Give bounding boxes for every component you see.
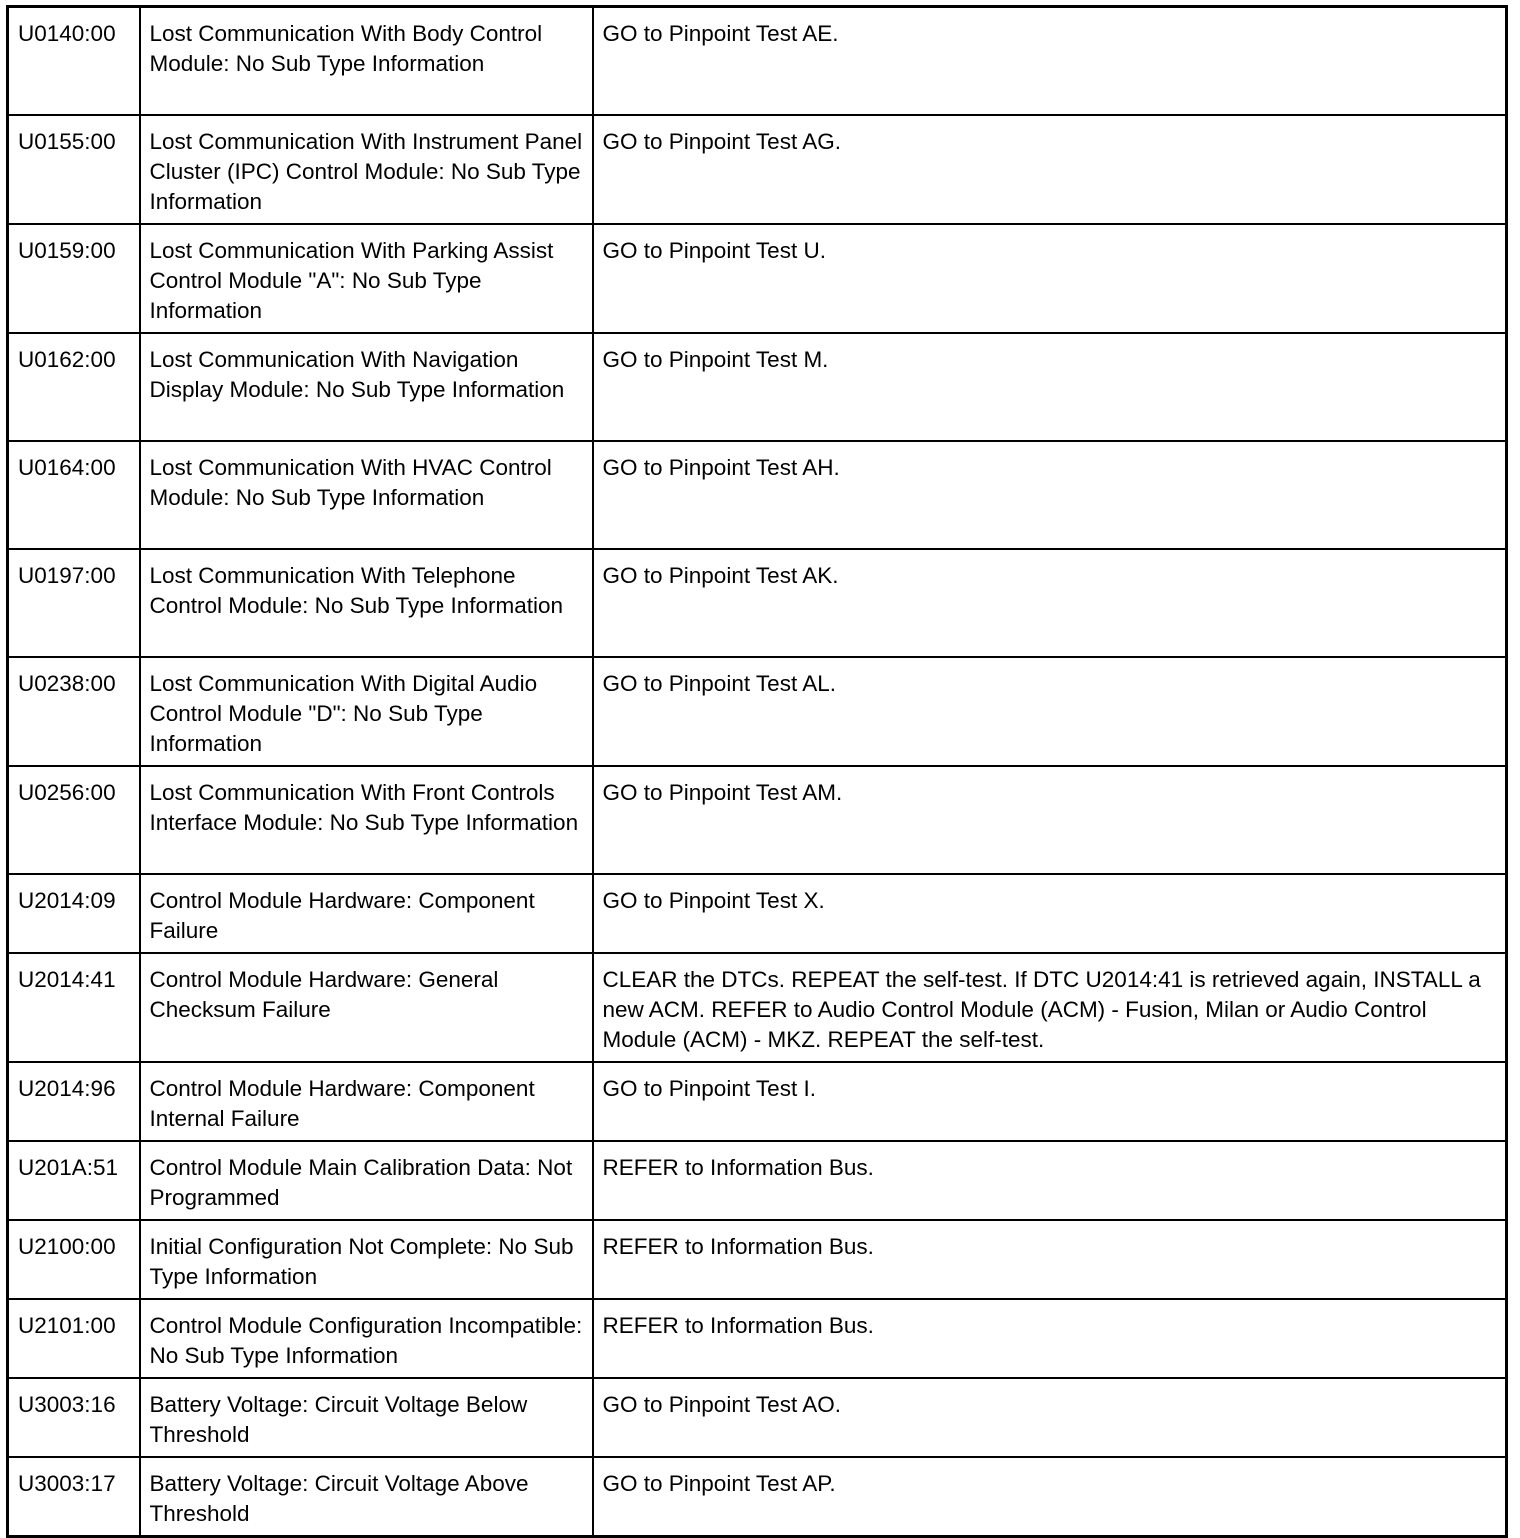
dtc-action-cell: GO to Pinpoint Test AK. — [593, 549, 1507, 657]
dtc-action-cell: GO to Pinpoint Test AG. — [593, 115, 1507, 224]
dtc-description-cell: Control Module Hardware: Component Internal Failure — [140, 1062, 593, 1141]
dtc-code-cell: U0159:00 — [8, 224, 140, 333]
dtc-description-cell: Lost Communication With HVAC Control Module: No Sub Type Information — [140, 441, 593, 549]
table-row — [8, 953, 1507, 1062]
dtc-code-cell: U201A:51 — [8, 1141, 140, 1220]
dtc-code-cell: U0238:00 — [8, 657, 140, 766]
dtc-description-cell: Lost Communication With Body Control Module: No Sub Type Information — [140, 7, 593, 115]
dtc-action-cell: REFER to Information Bus. — [593, 1220, 1507, 1299]
dtc-code-cell: U0164:00 — [8, 441, 140, 549]
dtc-action-cell: GO to Pinpoint Test AM. — [593, 766, 1507, 874]
dtc-code-cell: U3003:17 — [8, 1457, 140, 1537]
table-row — [8, 224, 1507, 333]
table-row — [8, 115, 1507, 224]
dtc-description-cell: Lost Communication With Telephone Control Module: No Sub Type Information — [140, 549, 593, 657]
dtc-action-cell: GO to Pinpoint Test I. — [593, 1062, 1507, 1141]
table-row — [8, 441, 1507, 549]
dtc-action-cell: GO to Pinpoint Test AH. — [593, 441, 1507, 549]
table-row — [8, 1141, 1507, 1220]
dtc-action-cell: GO to Pinpoint Test U. — [593, 224, 1507, 333]
dtc-action-cell: GO to Pinpoint Test M. — [593, 333, 1507, 441]
dtc-action-cell: GO to Pinpoint Test AL. — [593, 657, 1507, 766]
dtc-code-cell: U0140:00 — [8, 7, 140, 115]
dtc-description-cell: Lost Communication With Instrument Panel Cluster (IPC) Control Module: No Sub Type Information — [140, 115, 593, 224]
table-row — [8, 549, 1507, 657]
dtc-code-cell: U2014:09 — [8, 874, 140, 953]
dtc-action-cell: REFER to Information Bus. — [593, 1299, 1507, 1378]
dtc-description-cell: Lost Communication With Digital Audio Control Module "D": No Sub Type Information — [140, 657, 593, 766]
dtc-code-cell: U0197:00 — [8, 549, 140, 657]
dtc-code-cell: U2014:41 — [8, 953, 140, 1062]
dtc-code-cell: U0162:00 — [8, 333, 140, 441]
table-row — [8, 657, 1507, 766]
table-row — [8, 7, 1507, 115]
dtc-description-cell: Control Module Hardware: General Checksum Failure — [140, 953, 593, 1062]
table-row — [8, 333, 1507, 441]
dtc-description-cell: Battery Voltage: Circuit Voltage Above Threshold — [140, 1457, 593, 1537]
dtc-action-cell: GO to Pinpoint Test X. — [593, 874, 1507, 953]
dtc-code-cell: U2101:00 — [8, 1299, 140, 1378]
dtc-action-cell: CLEAR the DTCs. REPEAT the self-test. If DTC U2014:41 is retrieved again, INSTALL a new ACM. REFER to Audio Control Module (ACM) - Fusion, Milan or Audio Control Module (ACM) - MKZ. REPEAT the self-test. — [593, 953, 1507, 1062]
dtc-action-cell: REFER to Information Bus. — [593, 1141, 1507, 1220]
dtc-description-cell: Lost Communication With Front Controls Interface Module: No Sub Type Information — [140, 766, 593, 874]
dtc-table-body — [8, 7, 1507, 1537]
table-row — [8, 874, 1507, 953]
table-row — [8, 766, 1507, 874]
table-row — [8, 1220, 1507, 1299]
dtc-code-cell: U3003:16 — [8, 1378, 140, 1457]
dtc-action-cell: GO to Pinpoint Test AE. — [593, 7, 1507, 115]
dtc-code-cell: U2100:00 — [8, 1220, 140, 1299]
dtc-description-cell: Battery Voltage: Circuit Voltage Below Threshold — [140, 1378, 593, 1457]
dtc-description-cell: Control Module Configuration Incompatible: No Sub Type Information — [140, 1299, 593, 1378]
dtc-code-cell: U0155:00 — [8, 115, 140, 224]
table-row — [8, 1378, 1507, 1457]
dtc-description-cell: Lost Communication With Parking Assist Control Module "A": No Sub Type Information — [140, 224, 593, 333]
dtc-action-cell: GO to Pinpoint Test AO. — [593, 1378, 1507, 1457]
table-row — [8, 1457, 1507, 1537]
dtc-description-cell: Control Module Hardware: Component Failure — [140, 874, 593, 953]
table-row — [8, 1299, 1507, 1378]
dtc-table — [6, 5, 1508, 1538]
dtc-action-cell: GO to Pinpoint Test AP. — [593, 1457, 1507, 1537]
dtc-description-cell: Lost Communication With Navigation Display Module: No Sub Type Information — [140, 333, 593, 441]
dtc-description-cell: Control Module Main Calibration Data: Not Programmed — [140, 1141, 593, 1220]
dtc-code-cell: U2014:96 — [8, 1062, 140, 1141]
table-row — [8, 1062, 1507, 1141]
dtc-code-cell: U0256:00 — [8, 766, 140, 874]
dtc-description-cell: Initial Configuration Not Complete: No Sub Type Information — [140, 1220, 593, 1299]
